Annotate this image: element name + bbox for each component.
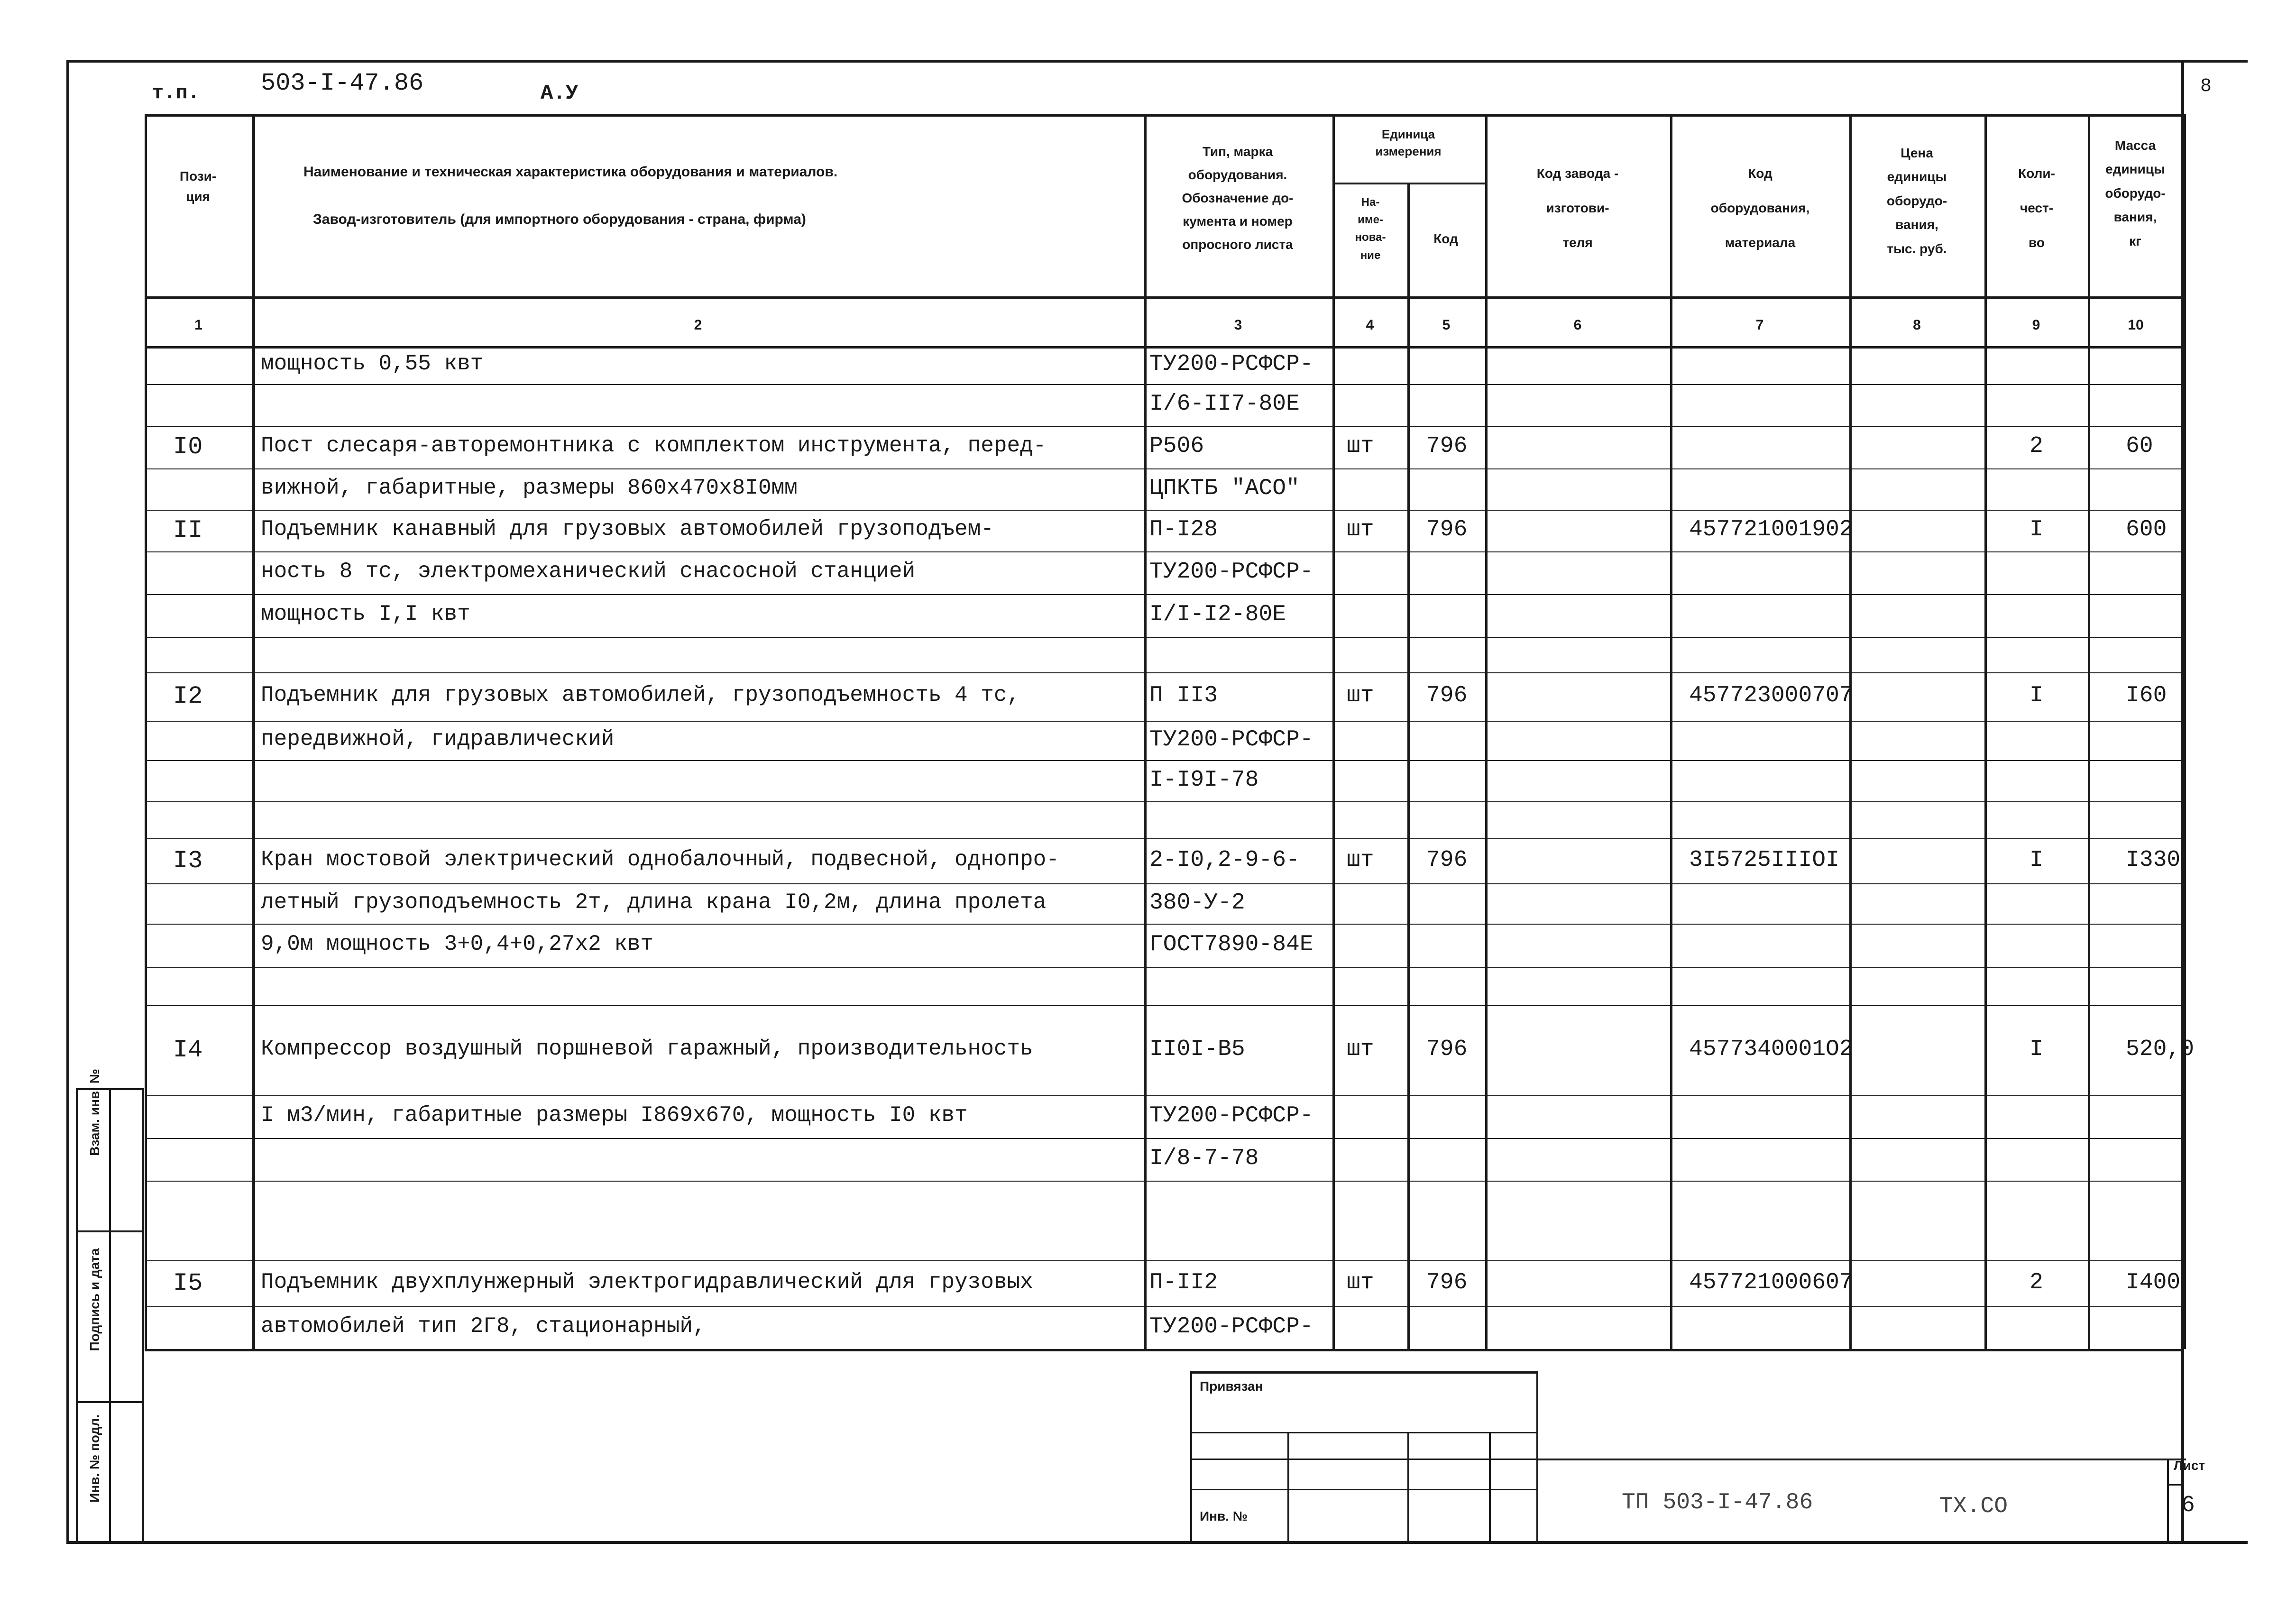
- cell-name: вижной, габаритные, размеры 860x470x8I0мм: [261, 475, 798, 500]
- side-vline: [76, 1088, 78, 1541]
- grid-row-line: [145, 967, 2184, 968]
- cell-position: I2: [173, 682, 203, 710]
- stamp-vline: [1536, 1371, 1538, 1542]
- tp-label: т.п.: [152, 82, 200, 104]
- cell-type: I/I-I2-80Е: [1149, 602, 1286, 627]
- cell-type: I/6-II7-80Е: [1149, 391, 1300, 417]
- grid-row-line: [145, 1260, 2184, 1261]
- cell-name: I м3/мин, габаритные размеры I869x670, мощность I0 квт: [261, 1103, 968, 1128]
- cell-position: I4: [173, 1036, 203, 1064]
- cell-quantity: I: [2030, 683, 2043, 708]
- header-price: Цена единицы оборудо- вания, тыс. руб.: [1886, 146, 1947, 256]
- grid-row-line: [145, 760, 2184, 761]
- stamp-vline: [1190, 1371, 1192, 1542]
- cell-mass: 600: [2126, 517, 2167, 542]
- grid-row-line: [145, 1306, 2184, 1307]
- grid-col-line: [1144, 114, 1147, 1349]
- frame-top-line: [66, 60, 2248, 63]
- cell-name: автомобилей тип 2Г8, стационарный,: [261, 1314, 706, 1339]
- grid-col-line: [145, 114, 147, 1349]
- header-mass: Масса единицы оборудо- вания, кг: [2105, 138, 2166, 248]
- side-label-original-inv: Инв. № подл.: [87, 1414, 102, 1503]
- column-number: 10: [2128, 317, 2144, 333]
- cell-type: I-I9I-78: [1149, 767, 1259, 793]
- grid-col-line: [2184, 114, 2186, 1349]
- stamp-line: [1536, 1459, 2186, 1460]
- cell-unit: шт: [1347, 683, 1374, 708]
- cell-type: ГОСТ7890-84Е: [1149, 932, 1313, 957]
- grid-col-line: [1984, 114, 1987, 1349]
- stamp-line: [1190, 1371, 1536, 1374]
- side-vline: [142, 1088, 144, 1541]
- cell-unit-code: 796: [1426, 433, 1468, 459]
- stamp-doc-suffix: ТХ.СО: [1939, 1494, 2008, 1519]
- cell-type: II0I-В5: [1149, 1037, 1245, 1062]
- cell-name: Подъемник канавный для грузовых автомобилей грузоподъем-: [261, 517, 994, 541]
- column-number: 6: [1573, 317, 1582, 333]
- cell-name: Кран мостовой электрический однобалочный, подвесной, однопро-: [261, 847, 1059, 872]
- cell-mass: I400: [2126, 1269, 2181, 1295]
- grid-col-line: [1670, 114, 1672, 1349]
- cell-mass: I60: [2126, 683, 2167, 708]
- cell-type: ТУ200-РСФСР-: [1149, 351, 1313, 377]
- cell-quantity: I: [2030, 517, 2043, 542]
- cell-type: 380-У-2: [1149, 890, 1245, 916]
- cell-equipment-code: 3I5725IIIOI: [1689, 847, 1839, 873]
- cell-quantity: I: [2030, 1037, 2043, 1062]
- cell-type: П II3: [1149, 683, 1218, 708]
- cell-type: ТУ200-РСФСР-: [1149, 1314, 1313, 1340]
- cell-name: Подъемник для грузовых автомобилей, грузоподъемность 4 тс,: [261, 683, 1020, 707]
- grid-row-line: [145, 801, 2184, 802]
- grid-row-line: [145, 721, 2184, 722]
- grid-row-line: [145, 1138, 2184, 1139]
- cell-equipment-code: 457721001902: [1689, 517, 1853, 542]
- section-label: А.У: [541, 82, 579, 105]
- grid-colnum-bottom: [145, 346, 2184, 349]
- cell-position: II: [173, 516, 203, 544]
- grid-row-line: [145, 384, 2184, 385]
- frame-bottom-line: [66, 1541, 2248, 1544]
- column-number: 4: [1366, 317, 1374, 333]
- cell-quantity: I: [2030, 847, 2043, 873]
- grid-row-line: [145, 510, 2184, 511]
- grid-row-line: [145, 1095, 2184, 1096]
- cell-type: ТУ200-РСФСР-: [1149, 1103, 1313, 1129]
- cell-type: Р506: [1149, 433, 1204, 459]
- cell-unit-code: 796: [1426, 517, 1468, 542]
- grid-row-line: [145, 1181, 2184, 1182]
- column-number: 3: [1234, 317, 1242, 333]
- grid-col-line: [1407, 183, 1410, 1349]
- cell-name: Подъемник двухплунжерный электрогидравлический для грузовых: [261, 1269, 1033, 1294]
- cell-position: I5: [173, 1269, 203, 1297]
- column-number: 8: [1913, 317, 1921, 333]
- cell-equipment-code: 457721000607: [1689, 1269, 1853, 1295]
- cell-type: ТУ200-РСФСР-: [1149, 559, 1313, 585]
- header-plant-code: Код завода - изготови- теля: [1536, 166, 1619, 250]
- cell-name: передвижной, гидравлический: [261, 726, 615, 752]
- grid-col-line: [1485, 114, 1488, 1349]
- cell-unit-code: 796: [1426, 847, 1468, 873]
- cell-mass: 60: [2126, 433, 2153, 459]
- stamp-line: [1190, 1432, 1536, 1433]
- stamp-vline: [1287, 1432, 1289, 1541]
- grid-colnum-top: [145, 296, 2184, 299]
- header-type: Тип, марка оборудования. Обозначение до- кумента и номер опросного листа: [1182, 144, 1294, 252]
- stamp-doc-code: ТП 503-I-47.86: [1622, 1490, 1813, 1515]
- header-unit-code: Код: [1433, 231, 1458, 246]
- column-number: 1: [194, 317, 202, 333]
- grid-row-line: [145, 1005, 2184, 1006]
- stamp-line: [1190, 1541, 1536, 1543]
- column-number: 9: [2032, 317, 2040, 333]
- sheet-corner-number: 8: [2200, 76, 2212, 97]
- cell-unit-code: 796: [1426, 683, 1468, 708]
- cell-name: мощность I,I квт: [261, 602, 470, 626]
- cell-type: ЦПКТБ "АСО": [1149, 475, 1300, 501]
- grid-col-line: [1332, 114, 1335, 1349]
- side-vline: [109, 1088, 111, 1541]
- header-unit-group: Единица измерения: [1375, 127, 1442, 159]
- header-name: Наименование и техническая характеристика оборудования и материалов.: [303, 164, 838, 180]
- column-number: 7: [1755, 317, 1764, 333]
- cell-name: Компрессор воздушный поршневой гаражный, производительность: [261, 1037, 1033, 1061]
- cell-quantity: 2: [2030, 433, 2043, 459]
- grid-col-line: [252, 114, 255, 1349]
- stamp-privyazan: Привязан: [1200, 1379, 1263, 1394]
- grid-col-line: [2088, 114, 2090, 1349]
- column-number: 5: [1442, 317, 1451, 333]
- cell-name: мощность 0,55 квт: [261, 351, 484, 376]
- cell-unit-code: 796: [1426, 1269, 1468, 1295]
- cell-unit: шт: [1347, 1037, 1374, 1062]
- cell-position: I3: [173, 846, 203, 875]
- cell-unit-code: 796: [1426, 1037, 1468, 1062]
- stamp-line: [1190, 1459, 1536, 1460]
- grid-row-line: [145, 672, 2184, 673]
- header-manufacturer: Завод-изготовитель (для импортного оборудования - страна, фирма): [313, 211, 806, 227]
- cell-equipment-code: 4577340001О2: [1689, 1037, 1853, 1062]
- cell-equipment-code: 457723000707: [1689, 683, 1853, 708]
- header-equipment-code: Код оборудования, материала: [1710, 166, 1810, 250]
- grid-row-line: [145, 838, 2184, 839]
- cell-type: П-I28: [1149, 517, 1218, 542]
- cell-unit: шт: [1347, 517, 1374, 542]
- cell-mass: 520,0: [2126, 1037, 2195, 1062]
- side-label-signature-date: Подпись и дата: [87, 1248, 102, 1351]
- grid-row-line: [145, 924, 2184, 925]
- grid-row-line: [145, 551, 2184, 552]
- stamp-vline: [2167, 1459, 2169, 1544]
- grid-header-top: [145, 114, 2184, 117]
- grid-row-line: [145, 594, 2184, 595]
- side-label-replacement-inv: Взам. инв. №: [87, 1069, 102, 1156]
- grid-body-bottom: [145, 1349, 2184, 1351]
- grid-row-line: [145, 883, 2184, 884]
- column-number: 2: [694, 317, 702, 333]
- stamp-inv-no: Инв. №: [1200, 1509, 1248, 1523]
- stamp-vline: [1407, 1432, 1409, 1541]
- project-number: 503-I-47.86: [261, 69, 424, 97]
- cell-name: летный грузоподъемность 2т, длина крана I0,2м, длина пролета: [261, 890, 1047, 915]
- grid-row-line: [145, 468, 2184, 469]
- cell-type: 2-I0,2-9-6-: [1149, 847, 1300, 873]
- stamp-line: [1190, 1489, 1536, 1490]
- cell-unit: шт: [1347, 847, 1374, 873]
- grid-row-line: [145, 426, 2184, 427]
- stamp-line: [2167, 1484, 2184, 1486]
- stamp-vline: [1489, 1432, 1491, 1541]
- side-line: [76, 1541, 142, 1543]
- cell-position: I0: [173, 433, 203, 461]
- header-unit-name: На- име- нова- ние: [1355, 196, 1386, 262]
- cell-quantity: 2: [2030, 1269, 2043, 1295]
- cell-type: П-II2: [1149, 1269, 1218, 1295]
- cell-unit: шт: [1347, 1269, 1374, 1295]
- stamp-list-number: 6: [2181, 1493, 2195, 1518]
- cell-name: Пост слесаря-авторемонтника с комплектом инструмента, перед-: [261, 433, 1047, 458]
- stamp-list-label: Лист: [2174, 1458, 2205, 1473]
- header-quantity: Коли- чест- во: [2018, 166, 2055, 250]
- cell-type: I/8-7-78: [1149, 1146, 1259, 1171]
- cell-type: ТУ200-РСФСР-: [1149, 726, 1313, 752]
- cell-mass: I330: [2126, 847, 2181, 873]
- cell-unit: шт: [1347, 433, 1374, 459]
- grid-col-line: [1849, 114, 1852, 1349]
- cell-name: ность 8 тс, электромеханический снасосной станцией: [261, 559, 916, 584]
- grid-row-line: [145, 637, 2184, 638]
- cell-name: 9,0м мощность 3+0,4+0,27x2 квт: [261, 932, 654, 956]
- header-position: Пози- ция: [179, 169, 217, 204]
- frame-left-line: [66, 60, 69, 1544]
